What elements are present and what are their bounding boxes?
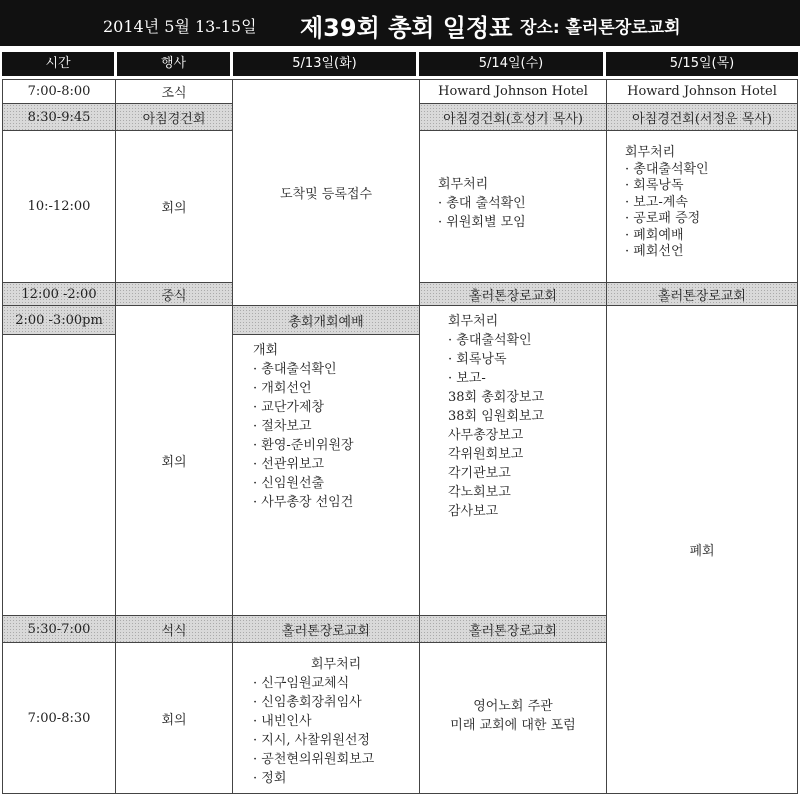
day2-lunch: 홀러톤장로교회 [419,282,607,306]
agenda-item: · 절차보고 [253,419,312,434]
column-header-event: 행사 [117,52,230,76]
agenda-item: · 선관위보고 [253,457,325,472]
day2-devotion: 아침경건회(호성기 목사) [419,103,607,131]
day2-morning-session [419,130,607,283]
day2-afternoon-list [448,312,606,521]
day2-dinner: 홀러톤장로교회 [419,615,607,643]
agenda-item: 영어노회 주관 [473,699,553,714]
day3-closing: 폐회 [606,305,798,794]
column-header-day2: 5/14일(수) [419,52,603,76]
agenda-item: · 신임총회장취임사 [253,695,362,710]
day3-breakfast: Howard Johnson Hotel [606,79,798,104]
agenda-item: · 사무총장 선임건 [253,495,354,510]
agenda-item: · 폐회선언 [625,244,684,259]
event-cell: 회의 [115,305,233,616]
agenda-item: 회무처리 [448,314,499,329]
agenda-item: · 내빈인사 [253,714,312,729]
agenda-item: · 지시, 사찰위원선정 [253,733,370,748]
agenda-item: 각기관보고 [448,466,511,481]
day3-lunch: 홀러톤장로교회 [606,282,798,306]
column-header-day3: 5/15일(목) [606,52,798,76]
agenda-heading: 회무처리 [311,657,362,672]
agenda-item: · 회록낭독 [625,178,684,193]
day3-morning-session [606,130,798,283]
agenda-item: · 회록낭독 [448,352,507,367]
agenda-item: · 신임원선출 [253,476,325,491]
header-bar [0,0,800,46]
day3-morning-list [625,145,797,261]
agenda-item: · 공로패 증정 [625,211,701,226]
venue-label: 장소: 홀러톤장로교회 [520,18,681,38]
day1-worship: 총회개회예배 [232,305,420,335]
day1-dinner: 홀러톤장로교회 [232,615,420,643]
agenda-item: · 위원회별 모임 [438,215,526,230]
time-cell: 2:00 -3:00pm [2,305,116,335]
column-header-day1: 5/13일(화) [233,52,416,76]
day1-afternoon-list [253,341,419,512]
agenda-item: · 보고-계속 [625,194,688,210]
event-cell: 회의 [115,642,233,794]
agenda-item: 감사보고 [448,504,499,519]
event-cell: 아침경건회 [115,103,233,131]
time-cell: 10:-12:00 [2,130,116,283]
agenda-item: · 공천현의위원회보고 [253,752,375,767]
agenda-item: 각위원회보고 [448,447,524,462]
day2-afternoon-session [419,305,607,616]
agenda-item: 사무총장보고 [448,428,524,443]
agenda-item: · 개회선언 [253,381,312,396]
agenda-item: · 총대출석확인 [625,161,709,177]
day3-devotion: 아침경건회(서정운 목사) [606,103,798,131]
agenda-item: · 총대출석확인 [253,362,337,377]
agenda-item: · 폐회예배 [625,227,684,243]
day1-arrival: 도착및 등록접수 [232,79,420,306]
page-title: 제39회 총회 일정표 [300,14,513,42]
time-cell-blank [2,334,116,616]
agenda-item: · 교단가제창 [253,400,325,415]
agenda-item: 38회 총회장보고 [448,390,545,405]
agenda-item: 회무처리 [438,177,489,192]
event-cell: 중식 [115,282,233,306]
time-cell: 7:00-8:30 [2,642,116,794]
agenda-item: · 신구임원교체식 [253,676,350,691]
day2-evening-session [419,642,607,794]
event-cell: 회의 [115,130,233,283]
day1-evening-session [232,642,420,794]
agenda-item: 개회 [253,343,279,358]
column-header-time: 시간 [2,52,114,76]
day1-evening-list [253,655,419,788]
event-cell: 조식 [115,79,233,104]
event-cell: 석식 [115,615,233,643]
time-cell: 7:00-8:00 [2,79,116,104]
agenda-item: 회무처리 [625,145,676,160]
agenda-item: · 보고- [448,371,486,386]
schedule-date: 2014년 5월 13-15일 [103,17,257,36]
agenda-item: · 환영-준비위원장 [253,438,354,453]
agenda-item: 38회 임원회보고 [448,409,545,424]
day1-afternoon-session [232,334,420,616]
agenda-item: · 총대출석확인 [448,333,532,348]
agenda-item: 각노회보고 [448,485,511,500]
time-cell: 5:30-7:00 [2,615,116,643]
agenda-item: · 정회 [253,771,287,786]
day2-evening-list [420,697,606,735]
day2-breakfast: Howard Johnson Hotel [419,79,607,104]
agenda-item: · 총대 출석확인 [438,196,526,211]
day2-morning-list [438,175,606,232]
time-cell: 12:00 -2:00 [2,282,116,306]
time-cell: 8:30-9:45 [2,103,116,131]
agenda-item: 미래 교회에 대한 포럼 [450,718,576,733]
